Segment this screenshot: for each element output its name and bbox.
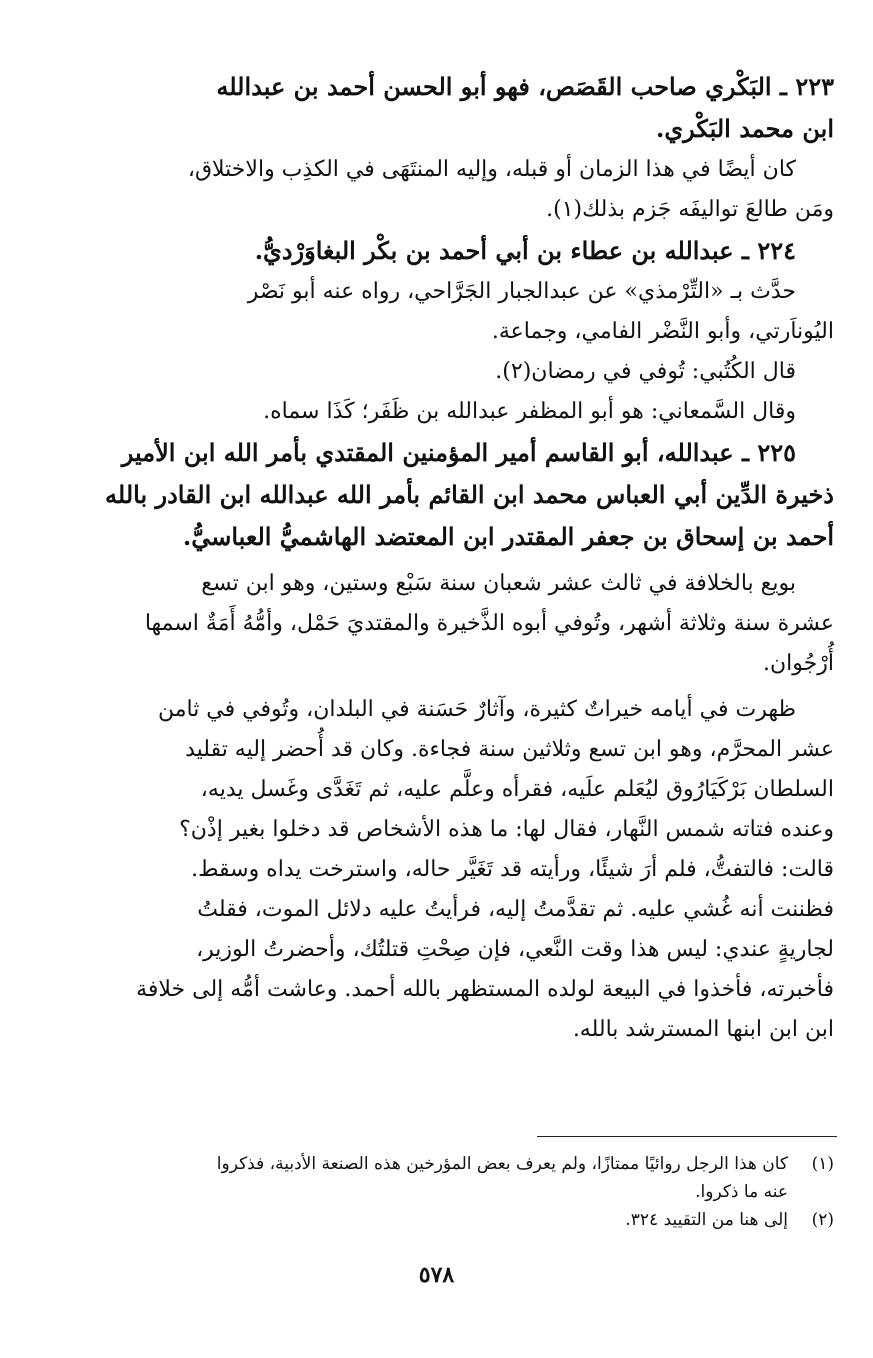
footnote-number: (٢) — [811, 1210, 834, 1230]
entry-225-para-1-line-3: أُرْجُوان. — [763, 651, 834, 676]
entry-225-para-2-line-8: فأخبرته، فأخذوا في البيعة لولده المستظهر بالله أحمد. وعاشت أمُّه إلى خلافة — [136, 977, 834, 1002]
entry-224-body-line-4: وقال السَّمعاني: هو أبو المظفر عبدالله بن ظَفَر؛ كَذَا سماه. — [263, 399, 796, 424]
entry-225-heading-line-2: ذخيرة الدِّين أبي العباس محمد ابن القائم بأمر الله عبدالله ابن القادر بالله — [105, 480, 834, 509]
entry-225-heading-line-1: ٢٢٥ ـ عبدالله، أبو القاسم أمير المؤمنين المقتدي بأمر الله ابن الأمير — [121, 438, 796, 467]
footnote-text — [34, 1206, 788, 1234]
entry-225-para-1-line-2: عشرة سنة وثلاثة أشهر، وتُوفي أبوه الذَّخيرة والمقتديَ حَمْل، وأمُّهُ أَمَةٌ اسمها — [144, 611, 834, 636]
entry-225-heading-line-3: أحمد بن إسحاق بن جعفر المقتدر ابن المعتضد الهاشميُّ العباسيُّ. — [182, 522, 834, 551]
footnotes-block — [34, 1150, 834, 1234]
footnote-number: (١) — [811, 1154, 834, 1174]
entry-225-para-1-line-1: بويع بالخلافة في ثالث عشر شعبان سنة سَبْع وستين، وهو ابن تسع — [201, 571, 796, 596]
entry-224-body-line-2: اليُوناَرتي، وأبو النَّضْر الفامي، وجماعة. — [491, 319, 834, 344]
entry-225-para-2-line-3: السلطان بَرْكَيَارُوق ليُعَلم علَيه، فقرأه وعلَّم عليه، ثم تَغَدَّى وغَسل يديه، — [200, 777, 834, 802]
entry-225-para-2-line-2: عشر المحرَّم، وهو ابن تسع وثلاثين سنة فجاءة. وكان قد أُحضر إليه تقليد — [185, 737, 834, 762]
entry-225-para-2-line-1: ظهرت في أيامه خيراتٌ كثيرة، وآثارٌ حَسَنة في البلدان، وتُوفي في ثامن — [157, 697, 796, 722]
footnote-divider — [537, 1136, 837, 1137]
entry-225-para-2-line-9: ابن ابن ابنها المسترشد بالله. — [572, 1017, 834, 1042]
entry-223-heading-line-1: ٢٢٣ ـ البَكْري صاحب القَصَص، فهو أبو الحسن أحمد بن عبدالله — [216, 72, 834, 101]
entry-223-body-line-2: ومَن طالعَ تواليفَه جَزم بذلك(١). — [546, 197, 834, 222]
entry-223-heading-line-2: ابن محمد البَكْري. — [655, 114, 834, 143]
entry-225-para-2-line-4: وعنده فتاته شمس النَّهار، فقال لها: ما هذه الأشخاص قد دخلوا بغير إذْن؟ — [179, 817, 834, 842]
main-text-block — [34, 66, 834, 1050]
footnote-text — [34, 1150, 788, 1206]
entry-225-para-2-line-5: قالت: فالتفتُّ، فلم أرَ شيئًا، ورأيته قد تَغَيَّر حاله، واسترخت يداه وسقط. — [191, 857, 834, 882]
entry-225-para-2-line-7: لجاريةٍ عندي: ليس هذا وقت النَّعي، فإن صِحْتِ قتلتُك، وأحضرتُ الوزير، — [196, 937, 834, 962]
entry-224-body-line-3: قال الكُتُبي: تُوفي في رمضان(٢). — [495, 359, 796, 384]
entry-225-para-2-line-6: فظننت أنه غُشي عليه. ثم تقدَّمتُ إليه، فرأيتُ عليه دلائل الموت، فقلتُ — [197, 897, 834, 922]
page-number: ٥٧٨ — [418, 1262, 455, 1288]
entry-224-heading: ٢٢٤ ـ عبدالله بن عطاء بن أبي أحمد بن بكْر البغاوَرْديُّ. — [254, 236, 796, 265]
footnote-text-line: إلى هنا من التقييد ٣٢٤. — [625, 1210, 788, 1230]
footnote-text-line: كان هذا الرجل روائيًا ممتازًا، ولم يعرف بعض المؤرخين هذه الصنعة الأدبية، فذكروا — [216, 1154, 788, 1174]
entry-224-body-line-1: حدَّث بـ «التِّرْمذي» عن عبدالجبار الجَرَّاحي، رواه عنه أبو نَصْر — [247, 279, 796, 304]
footnote-item — [34, 1150, 834, 1206]
footnote-item — [34, 1206, 834, 1234]
footnote-text-line: عنه ما ذكروا. — [695, 1182, 788, 1202]
entry-223-body-line-1: كان أيضًا في هذا الزمان أو قبله، وإليه المنتَهَى في الكذِب والاختلاق، — [187, 157, 796, 182]
